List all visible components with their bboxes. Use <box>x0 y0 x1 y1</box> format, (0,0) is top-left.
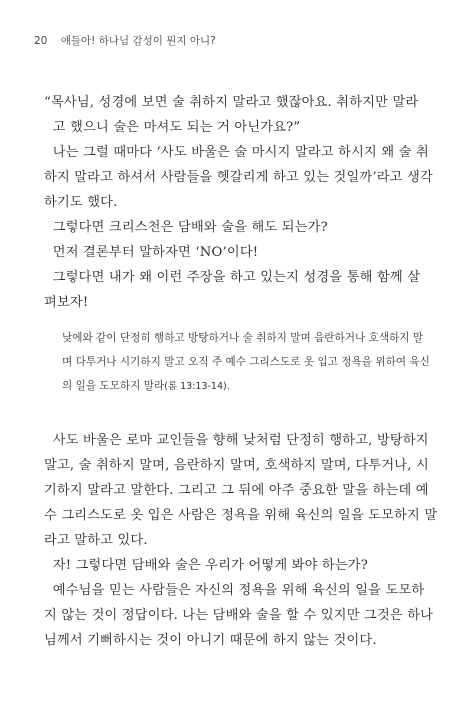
text-line: 지 않는 것이 정답이다. 나는 담배와 술을 할 수 있지만 그것은 하나 <box>44 608 434 623</box>
text-line: 펴보자! <box>44 295 89 310</box>
text-line: 자! 그렇다면 담배와 술은 우리가 어떻게 봐야 하는가? <box>44 558 369 573</box>
body-paragraphs-2 <box>44 428 438 653</box>
quote-line-last <box>62 374 414 398</box>
text-line: 기하지 말라고 말한다. 그리고 그 뒤에 아주 중요한 말을 하는데 예 <box>44 483 429 498</box>
text-line: 먼저 결론부터 말하자면 ‘NO’이다! <box>44 245 259 260</box>
page-number: 20 <box>34 35 48 47</box>
body-paragraphs-1 <box>44 90 433 315</box>
quote-line: 며 다투거나 시기하지 말고 오직 주 예수 그리스도로 옷 입고 정욕을 위하여 육신 <box>62 356 430 368</box>
scripture-reference: (롬 13:13-14). <box>164 381 230 392</box>
text-line: 그렇다면 내가 왜 이런 주장을 하고 있는지 성경을 통해 함께 살 <box>44 270 421 285</box>
text-line: 나는 그럴 때마다 ‘사도 바울은 술 마시지 말라고 하시지 왜 술 취 <box>44 145 429 160</box>
text-line: 하기도 했다. <box>44 195 118 210</box>
text-line: 하지 말라고 하셔서 사람들을 헷갈리게 하고 있는 것일까’라고 생각 <box>44 170 433 185</box>
text-line: 님께서 기뻐하시는 것이 아니기 때문에 하지 않는 것이다. <box>44 633 377 648</box>
text-line: 말고, 술 취하지 말며, 음란하지 말며, 호색하지 말며, 다투거나, 시 <box>44 458 429 473</box>
quote-text: 의 일을 도모하지 말라 <box>62 380 165 392</box>
text-line: 그렇다면 크리스천은 담배와 술을 해도 되는가? <box>44 220 328 235</box>
quote-line: 낮에와 같이 단정히 행하고 방탕하거나 술 취하지 말며 음란하거나 호색하지 말 <box>62 332 424 344</box>
text-line: 사도 바울은 로마 교인들을 향해 낮처럼 단정히 행하고, 방탕하지 <box>44 433 429 448</box>
text-line: 고 했으니 술은 마셔도 되는 거 아닌가요?” <box>44 120 301 135</box>
running-title: 얘들아! 하나님 감성이 뭔지 아니? <box>60 35 216 47</box>
text-line: “목사님, 성경에 보면 술 취하지 말라고 했잖아요. 취하지만 말라 <box>44 95 419 110</box>
text-line: 라고 말하고 있다. <box>44 533 148 548</box>
running-header <box>34 33 216 48</box>
text-line: 예수님을 믿는 사람들은 자신의 정욕을 위해 육신의 일을 도모하 <box>44 583 425 598</box>
scripture-quote <box>62 326 430 398</box>
text-line: 수 그리스도로 옷 입은 사람은 정욕을 위해 육신의 일을 도모하지 말 <box>44 508 438 523</box>
